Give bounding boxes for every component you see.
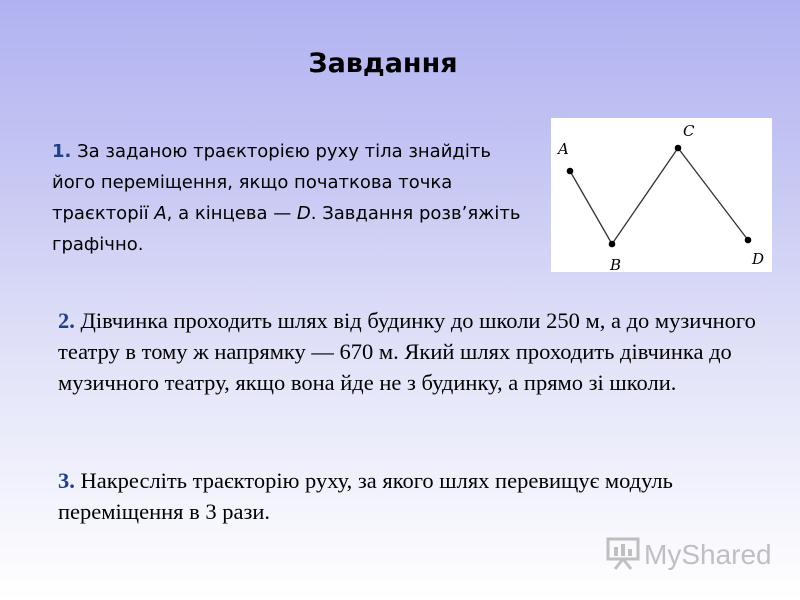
watermark xyxy=(606,535,772,575)
task-2 xyxy=(58,305,778,398)
watermark-text: MyShared xyxy=(644,539,772,570)
point-a-dot xyxy=(567,168,574,175)
task-3 xyxy=(58,465,778,527)
task-1-text-part-3: . Завдання розв’яжіть графічно. xyxy=(52,203,521,255)
point-b-dot xyxy=(609,241,616,248)
task-1-point-d: D xyxy=(296,203,311,224)
point-d-label: D xyxy=(752,250,765,268)
slide-title: Завдання xyxy=(308,48,458,79)
trajectory-line xyxy=(570,148,748,244)
task-3-number: 3. xyxy=(58,468,75,493)
task-2-number: 2. xyxy=(58,308,75,333)
task-1-text-part-1: За заданою траєкторією руху тіла знайдіть його переміщення, якщо початкова точка траєкторії xyxy=(52,141,491,224)
task-1-text-part-2: , а кінцева — xyxy=(166,203,297,224)
point-b-label: B xyxy=(610,256,622,272)
task-1-point-a: A xyxy=(154,203,167,224)
task-1 xyxy=(52,136,537,260)
point-c-label: C xyxy=(683,122,695,140)
trajectory-figure xyxy=(551,118,772,272)
trajectory-diagram xyxy=(551,118,772,272)
presentation-board-icon xyxy=(606,535,640,576)
point-d-dot xyxy=(745,237,752,244)
task-3-text: Накресліть траєкторію руху, за якого шлях перевищує модуль переміщення в 3 рази. xyxy=(58,468,673,524)
point-a-label: A xyxy=(558,140,569,158)
point-c-dot xyxy=(675,145,682,152)
task-2-text: Дівчинка проходить шлях від будинку до школи 250 м, а до музичного театру в тому ж напрямку — 670 м. Який шлях проходить дівчинка до музичного театру, якщо вона йде не з будинку, а прямо зі школи. xyxy=(58,308,756,395)
task-1-number: 1. xyxy=(52,141,72,162)
